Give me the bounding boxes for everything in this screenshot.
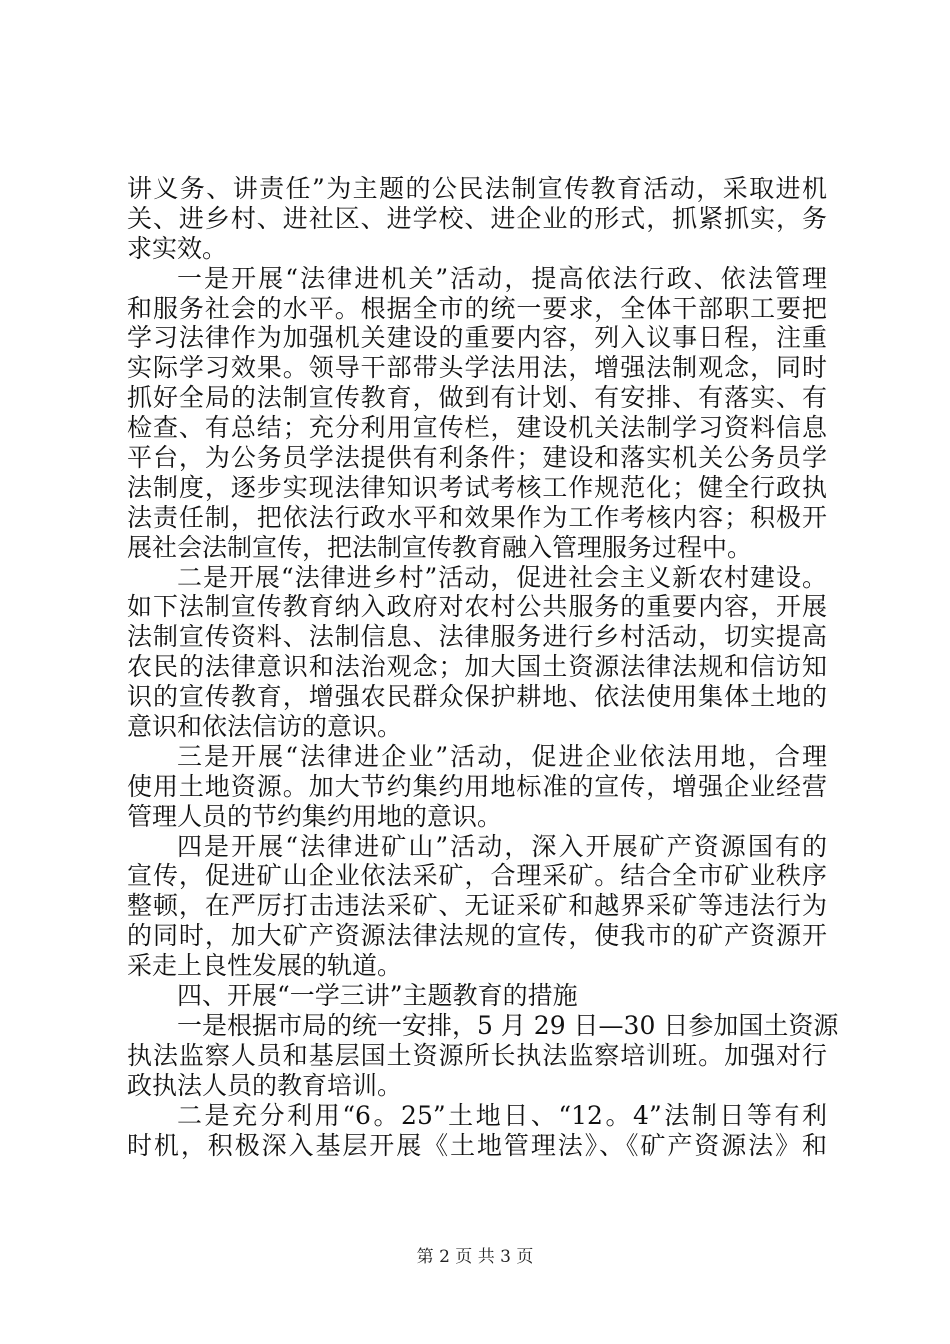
text-line: 检查、有总结；充分利用宣传栏，建设机关法制学习资料信息 — [127, 413, 827, 443]
text-line: 求实效。 — [127, 233, 228, 263]
text-line: 实际学习效果。领导干部带头学法用法，增强法制观念，同时 — [127, 353, 827, 383]
text-line: 识的宣传教育，增强农民群众保护耕地、依法使用集体土地的 — [127, 682, 827, 712]
text-line: 一是根据市局的统一安排，5 月 29 日—30 日参加国土资源 — [177, 1010, 839, 1040]
text-line: 使用土地资源。加大节约集约用地标准的宣传，增强企业经营 — [127, 771, 827, 801]
page-footer: 第 2 页 共 3 页 — [416, 1247, 534, 1267]
text-line: 关、进乡村、进社区、进学校、进企业的形式，抓紧抓实，务 — [127, 203, 827, 233]
text-line: 采走上良性发展的轨道。 — [127, 951, 403, 981]
text-line: 和服务社会的水平。根据全市的统一要求，全体干部职工要把 — [127, 293, 827, 323]
text-line: 三是开展“法律进企业”活动，促进企业依法用地，合理 — [177, 741, 827, 771]
text-line: 展社会法制宣传，把法制宣传教育融入管理服务过程中。 — [127, 532, 753, 562]
text-line: 管理人员的节约集约用地的意识。 — [127, 801, 503, 831]
text-line: 抓好全局的法制宣传教育，做到有计划、有安排、有落实、有 — [127, 383, 827, 413]
text-line: 政执法人员的教育培训。 — [127, 1070, 403, 1100]
text-line: 二是充分利用“6。25”土地日、“12。4”法制日等有利 — [177, 1100, 827, 1130]
document-body — [127, 174, 839, 1160]
text-line: 农民的法律意识和法治观念；加大国土资源法律法规和信访知 — [127, 652, 827, 682]
text-line: 法责任制，把依法行政水平和效果作为工作考核内容；积极开 — [127, 502, 827, 532]
text-line: 意识和依法信访的意识。 — [127, 712, 403, 742]
text-line: 法制度，逐步实现法律知识考试考核工作规范化；健全行政执 — [127, 472, 827, 502]
text-line: 四、开展“一学三讲”主题教育的措施 — [177, 981, 578, 1011]
text-line: 的同时，加大矿产资源法律法规的宣传，使我市的矿产资源开 — [127, 921, 827, 951]
text-line: 平台，为公务员学法提供有利条件；建设和落实机关公务员学 — [127, 443, 827, 473]
text-line: 四是开展“法律进矿山”活动，深入开展矿产资源国有的 — [177, 831, 827, 861]
text-line: 时机，积极深入基层开展《土地管理法》、《矿产资源法》和 — [127, 1130, 827, 1160]
text-line: 法制宣传资料、法制信息、法律服务进行乡村活动，切实提高 — [127, 622, 827, 652]
text-line: 整顿，在严厉打击违法采矿、无证采矿和越界采矿等违法行为 — [127, 891, 827, 921]
text-line: 学习法律作为加强机关建设的重要内容，列入议事日程，注重 — [127, 323, 827, 353]
text-line: 宣传，促进矿山企业依法采矿，合理采矿。结合全市矿业秩序 — [127, 861, 827, 891]
text-line: 二是开展“法律进乡村”活动，促进社会主义新农村建设。 — [177, 562, 827, 592]
text-line: 讲义务、讲责任”为主题的公民法制宣传教育活动，采取进机 — [127, 174, 827, 203]
text-line: 一是开展“法律进机关”活动，提高依法行政、依法管理 — [177, 263, 827, 293]
text-line: 如下法制宣传教育纳入政府对农村公共服务的重要内容，开展 — [127, 592, 827, 622]
text-line: 执法监察人员和基层国土资源所长执法监察培训班。加强对行 — [127, 1040, 827, 1070]
